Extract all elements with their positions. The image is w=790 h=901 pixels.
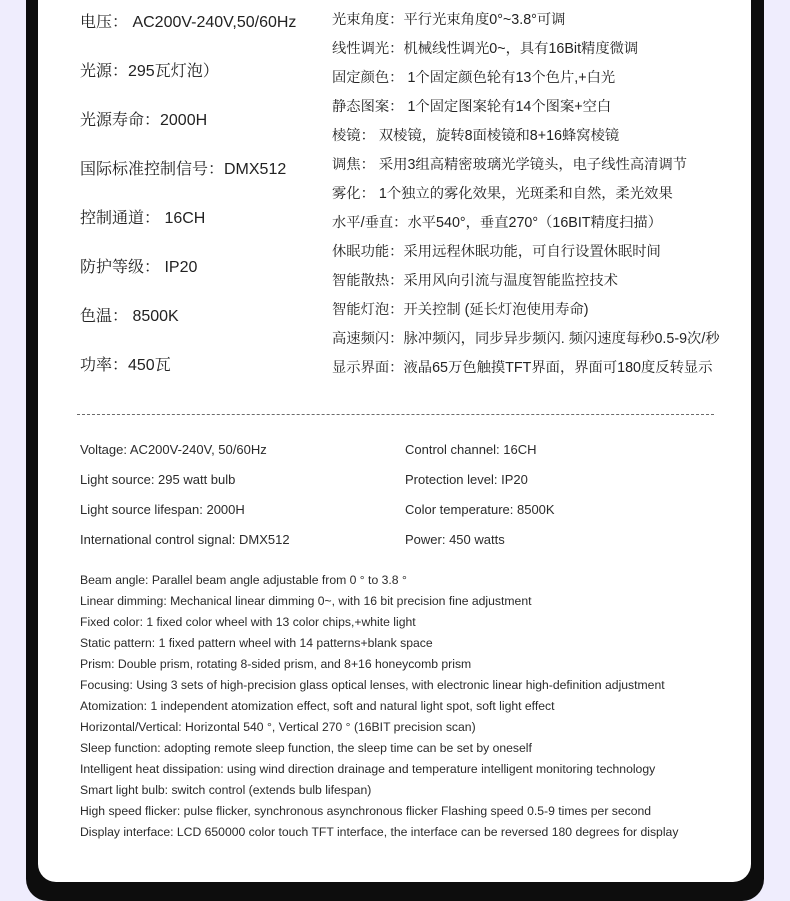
en-feature-list	[80, 570, 740, 843]
feature-en-fixed-color: Fixed color: 1 fixed color wheel with 13 color chips,+white light	[80, 615, 416, 629]
spec-cn-control-channel: 控制通道： 16CH	[80, 210, 206, 227]
dashed-divider	[77, 414, 714, 415]
feature-en-heat-dissipation: Intelligent heat dissipation: using wind direction drainage and temperature intelligent monitoring technology	[80, 762, 656, 776]
spec-en-power: Power: 450 watts	[405, 532, 505, 547]
feature-cn-atomization: 雾化： 1个独立的雾化效果，光斑柔和自然，柔光效果	[332, 186, 673, 202]
cn-feature-list	[332, 6, 742, 383]
spec-en-protection-level: Protection level: IP20	[405, 472, 528, 487]
spec-cn-lifespan: 光源寿命：2000H	[80, 112, 208, 129]
feature-en-atomization: Atomization: 1 independent atomization effect, soft and natural light spot, soft light effect	[80, 699, 555, 713]
feature-cn-pan-tilt: 水平/垂直：水平540°，垂直270°（16BIT精度扫描）	[332, 215, 663, 231]
feature-en-static-pattern: Static pattern: 1 fixed pattern wheel with 14 patterns+blank space	[80, 636, 433, 650]
feature-en-focusing: Focusing: Using 3 sets of high-precision glass optical lenses, with electronic linear high-definition adjustment	[80, 678, 665, 692]
spec-card	[38, 0, 751, 882]
spec-en-control-channel: Control channel: 16CH	[405, 442, 537, 457]
feature-en-pan-tilt: Horizontal/Vertical: Horizontal 540 °, Vertical 270 ° (16BIT precision scan)	[80, 720, 476, 734]
feature-cn-beam-angle: 光束角度：平行光束角度0°~3.8°可调	[332, 12, 566, 28]
spec-cn-voltage: 电压： AC200V-240V,50/60Hz	[80, 14, 297, 31]
feature-cn-linear-dimming: 线性调光：机械线性调光0~，具有16Bit精度微调	[332, 41, 639, 57]
feature-cn-smart-bulb: 智能灯泡：开关控制 (延长灯泡使用寿命)	[332, 302, 589, 318]
feature-en-smart-bulb: Smart light bulb: switch control (extends bulb lifespan)	[80, 783, 372, 797]
feature-cn-fixed-color: 固定颜色： 1个固定颜色轮有13个色片,+白光	[332, 70, 616, 86]
feature-cn-prism: 棱镜： 双棱镜，旋转8面棱镜和8+16蜂窝棱镜	[332, 128, 620, 144]
feature-en-strobe: High speed flicker: pulse flicker, synchronous asynchronous flicker Flashing speed 0.5-9 times per second	[80, 804, 652, 818]
en-basic-specs-right	[405, 435, 705, 555]
feature-cn-heat-dissipation: 智能散热：采用风向引流与温度智能监控技术	[332, 273, 618, 289]
spec-cn-light-source: 光源：295瓦灯泡）	[80, 63, 219, 80]
feature-cn-strobe: 高速频闪：脉冲频闪，同步异步频闪. 频闪速度每秒0.5-9次/秒	[332, 331, 720, 347]
spec-en-color-temperature: Color temperature: 8500K	[405, 502, 555, 517]
feature-en-prism: Prism: Double prism, rotating 8-sided prism, and 8+16 honeycomb prism	[80, 657, 472, 671]
feature-cn-display: 显示界面：液晶65万色触摸TFT界面，界面可180度反转显示	[332, 360, 713, 376]
en-basic-specs-left	[80, 435, 380, 555]
feature-en-beam-angle: Beam angle: Parallel beam angle adjustable from 0 ° to 3.8 °	[80, 573, 407, 587]
feature-en-sleep: Sleep function: adopting remote sleep function, the sleep time can be set by oneself	[80, 741, 532, 755]
spec-en-voltage: Voltage: AC200V-240V, 50/60Hz	[80, 442, 267, 457]
feature-cn-sleep: 休眠功能：采用远程休眠功能，可自行设置休眠时间	[332, 244, 661, 260]
feature-cn-focusing: 调焦： 采用3组高精密玻璃光学镜头，电子线性高清调节	[332, 157, 688, 173]
spec-en-light-source: Light source: 295 watt bulb	[80, 472, 236, 487]
cn-basic-specs	[80, 0, 330, 390]
spec-cn-color-temperature: 色温： 8500K	[80, 308, 179, 325]
feature-cn-static-pattern: 静态图案： 1个固定图案轮有14个图案+空白	[332, 99, 612, 115]
spec-cn-power: 功率：450瓦	[80, 357, 171, 374]
spec-en-lifespan: Light source lifespan: 2000H	[80, 502, 245, 517]
spec-en-control-signal: International control signal: DMX512	[80, 532, 290, 547]
spec-cn-protection-level: 防护等级： IP20	[80, 259, 198, 276]
spec-cn-control-signal: 国际标准控制信号：DMX512	[80, 161, 287, 178]
feature-en-linear-dimming: Linear dimming: Mechanical linear dimming 0~, with 16 bit precision fine adjustment	[80, 594, 532, 608]
feature-en-display: Display interface: LCD 650000 color touch TFT interface, the interface can be reversed 180 degrees for display	[80, 825, 679, 839]
